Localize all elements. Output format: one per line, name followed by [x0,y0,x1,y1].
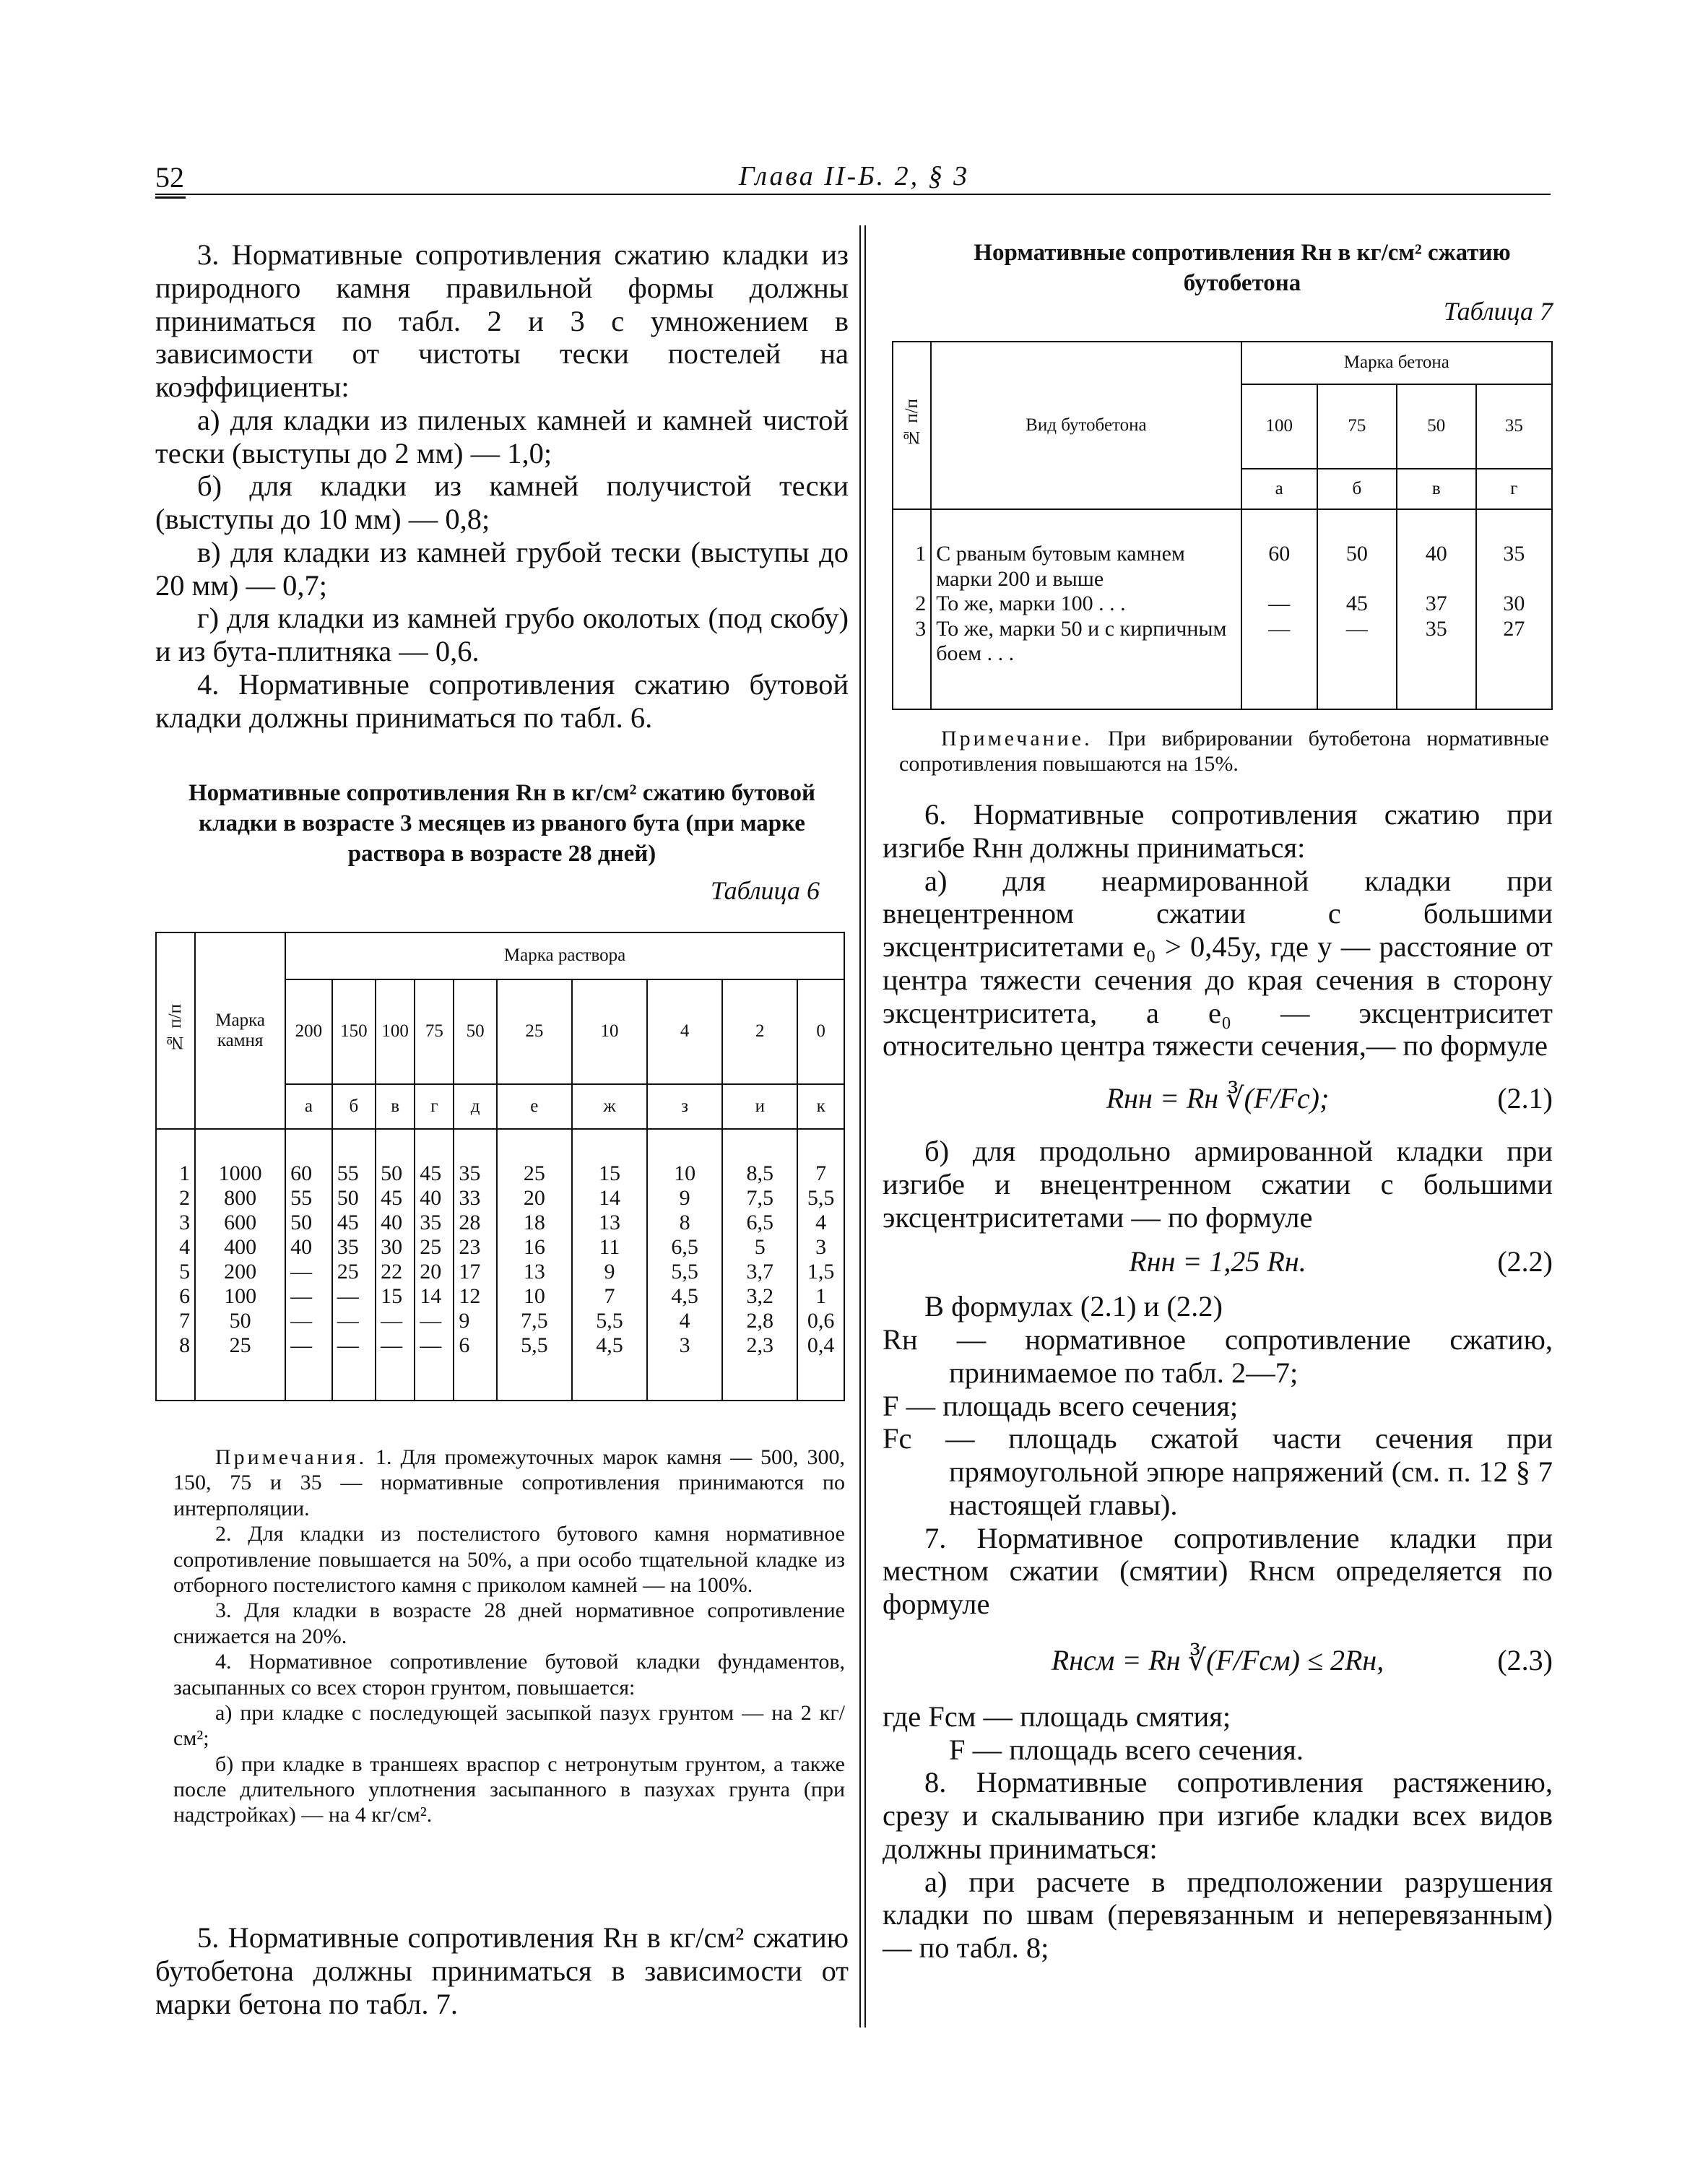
t6-cell-stone: 600 [195,1211,285,1235]
t6-cell-value: 40 [285,1235,332,1260]
t6-cell-value: 5,5 [497,1333,572,1401]
paragraph-6a: а) для неармированной кладки при внецентренном сжатии с большими эксцентриситетами e₀ > 0,45y, где y — расстояние от центра тяжести сечения до края сечения в сторону эксцентриситета, а e₀ — эксцентриситет относительно центра тяжести сечения,— по формуле [883,864,1553,1062]
note-4b: б) при кладке в траншеях враспор с нетронутым грунтом, а также после длительного уплотнения засыпанного в пазухах грунта (при надстройках) — на 4 кг/см². [173,1752,845,1827]
t6-grade-header: 150 [332,979,376,1084]
t6-cell-value: — [332,1309,376,1333]
table-7-label: Таблица 7 [1443,297,1553,326]
t6-cell-value: 10 [647,1129,722,1186]
t6-cell-value: 4 [797,1211,844,1235]
t6-cell-value: 5,5 [797,1186,844,1211]
t6-letter-header: г [415,1084,454,1129]
t6-cell-num: 4 [156,1235,195,1260]
t6-cell-value: 30 [376,1235,415,1260]
t6-cell-value: 5 [722,1235,797,1260]
t7-cell-value: 45 [1317,592,1397,617]
table-7-caption: Нормативные сопротивления Rн в кг/см² сжатию бутобетона [974,240,1511,296]
t6-cell-value: 3,2 [722,1284,797,1309]
t6-letter-header: з [647,1084,722,1129]
t6-cell-value: 60 [285,1129,332,1186]
paragraph-3v: в) для кладки из камней грубой тески (выступы до 20 мм) — 0,7; [155,535,849,602]
t7-letter-header: в [1397,469,1476,510]
t7-cell-value: 60 [1241,509,1317,592]
paragraph-3a: а) для кладки из пиленых камней и камней чистой тески (выступы до 2 мм) — 1,0; [155,403,849,469]
t7-cell-value: — [1241,592,1317,617]
table-6 [155,932,845,1401]
t6-cell-value: 33 [454,1186,496,1211]
t7-letter-header: б [1317,469,1397,510]
t6-cell-value: 9 [572,1260,647,1284]
table-row [156,1211,844,1235]
t6-cell-stone: 400 [195,1235,285,1260]
table-row [156,1284,844,1309]
t6-cell-value: 15 [376,1284,415,1309]
t7-cell-value: — [1241,617,1317,709]
table-6-caption: Нормативные сопротивления Rн в кг/см² сжатию бутовой кладки в возрасте 3 месяцев из рваного бута (при марке раствора в возрасте 28 дней) [188,780,815,867]
t7-grade-header: 50 [1397,384,1476,469]
t6-cell-value: 15 [572,1129,647,1186]
header-rule [155,194,1551,195]
t6-cell-value: — [376,1333,415,1401]
paragraph-4: 4. Нормативные сопротивления сжатию бутовой кладки должны приниматься по табл. 6. [155,667,849,734]
t7-cell-kind: То же, марки 50 и с кирпичным боем . . . [931,617,1241,709]
t6-cell-stone: 800 [195,1186,285,1211]
paragraph-8: 8. Нормативные сопротивления растяжению, срезу и скалыванию при изгибе кладки всех видов должны приниматься: [883,1766,1553,1865]
t6-cell-value: — [332,1333,376,1401]
t7-grade-header: 35 [1476,384,1552,469]
t6-letter-header: д [454,1084,496,1129]
t6-cell-value: 1,5 [797,1260,844,1284]
t6-cell-value: — [332,1284,376,1309]
t7-cell-value: 35 [1397,617,1476,709]
paragraph-3g: г) для кладки из камней грубо околотых (под скобу) и из бута-плитняка — 0,6. [155,602,849,667]
table-7-note [899,726,1549,777]
table-row [156,1260,844,1284]
t6-cell-value: 23 [454,1235,496,1260]
t6-cell-value: 3,7 [722,1260,797,1284]
t6-grade-header: 2 [722,979,797,1084]
t6-letter-header: к [797,1084,844,1129]
t6-cell-num: 3 [156,1211,195,1235]
t6-letter-header: е [497,1084,572,1129]
t6-cell-value: 7,5 [497,1309,572,1333]
t6-cell-value: 45 [415,1129,454,1186]
t6-cell-value: 12 [454,1284,496,1309]
t6-cell-value: 4,5 [647,1284,722,1309]
t6-cell-value: — [415,1333,454,1401]
t6-cell-value: 6,5 [647,1235,722,1260]
table-row [156,1129,844,1186]
t6-cell-stone: 200 [195,1260,285,1284]
note-4: 4. Нормативное сопротивление бутовой кладки фундаментов, засыпанных со всех сторон грунтом, повышается: [173,1650,845,1700]
t6-cell-value: 0,6 [797,1309,844,1333]
t6-cell-stone: 50 [195,1309,285,1333]
t6-cell-stone: 25 [195,1333,285,1401]
t7-header-kind: Вид бутобетона [931,342,1241,509]
t6-header-num: № п/п [156,932,195,1129]
t7-cell-num: 1 [893,509,931,592]
in-formulas: В формулах (2.1) и (2.2) [924,1290,1223,1323]
t6-cell-value: — [285,1260,332,1284]
t6-cell-value: 25 [332,1260,376,1284]
t6-cell-value: 16 [497,1235,572,1260]
t7-cell-num: 3 [893,617,931,709]
paragraph-8a: а) при расчете в предположении разрушения кладки по швам (перевязанным и неперевязанным) — по табл. 8; [883,1865,1553,1964]
t6-cell-value: 25 [497,1129,572,1186]
right-column-text [883,798,1553,1965]
t6-cell-value: 3 [647,1333,722,1401]
t6-cell-value: 28 [454,1211,496,1235]
t6-cell-value: 55 [285,1186,332,1211]
t6-cell-value: 35 [454,1129,496,1186]
t6-cell-num: 5 [156,1260,195,1284]
t6-cell-stone: 1000 [195,1129,285,1186]
table-6-label: Таблица 6 [710,876,820,905]
t6-cell-value: 50 [285,1211,332,1235]
page-number-underline [155,196,186,199]
t6-cell-value: 4,5 [572,1333,647,1401]
t6-cell-value: 14 [415,1284,454,1309]
table-row [893,509,1552,592]
t7-cell-value: 30 [1476,592,1552,617]
t6-cell-value: 0,4 [797,1333,844,1401]
t6-cell-value: 14 [572,1186,647,1211]
t7-header-num: № п/п [893,342,931,509]
paragraph-6: 6. Нормативные сопротивления сжатию при изгибе Rнн должны приниматься: [883,798,1553,864]
t6-cell-value: 6,5 [722,1211,797,1235]
t6-cell-value: 35 [415,1211,454,1235]
t6-cell-value: 40 [415,1186,454,1211]
t6-cell-value: 55 [332,1129,376,1186]
t6-cell-value: 20 [415,1260,454,1284]
t6-grade-header: 75 [415,979,454,1084]
t7-letter-header: а [1241,469,1317,510]
table-7 [892,341,1553,710]
def-Fc: Fc — площадь сжатой части сечения при прямоугольной эпюре напряжений (см. п. 12 § 7 настоящей главы). [883,1422,1553,1521]
t7-header-group: Марка бетона [1241,342,1552,384]
t7-cell-kind: С рваным бутовым камнем марки 200 и выше [931,509,1241,592]
t6-header-group: Марка раствора [285,932,844,979]
t7-cell-value: 27 [1476,617,1552,709]
t6-cell-value: 9 [454,1309,496,1333]
paragraph-5 [155,1921,849,2020]
t6-cell-value: 2,3 [722,1333,797,1401]
table-6-notes [173,1445,845,1828]
t6-letter-header: б [332,1084,376,1129]
t7-cell-kind: То же, марки 100 . . . [931,592,1241,617]
t6-cell-value: 3 [797,1235,844,1260]
table-row [893,592,1552,617]
t7-cell-value: 50 [1317,509,1397,592]
column-separator [859,225,866,2027]
t6-cell-value: 7,5 [722,1186,797,1211]
formula-2-3: Rнсм = Rн ∛(F/Fсм) ≤ 2Rн, (2.3) [1051,1643,1553,1676]
def-Fsm: где Fсм — площадь смятия; [883,1700,1231,1733]
t7-cell-value: 40 [1397,509,1476,592]
t7-cell-num: 2 [893,592,931,617]
t6-cell-value: 5,5 [572,1309,647,1333]
t7-cell-value: 37 [1397,592,1476,617]
t6-grade-header: 200 [285,979,332,1084]
t6-cell-value: 40 [376,1211,415,1235]
note-1: 1. Для промежуточных марок камня — 500, 300, 150, 75 и 35 — нормативные сопротивления принимаются по интерполяции. [173,1445,845,1520]
t6-cell-value: 7 [797,1129,844,1186]
t6-cell-value: 13 [497,1260,572,1284]
t6-cell-value: 35 [332,1235,376,1260]
t6-cell-value: 50 [332,1186,376,1211]
t6-grade-header: 25 [497,979,572,1084]
t7-note-head: Примечание. [941,727,1093,750]
t7-grade-header: 75 [1317,384,1397,469]
note-4a: а) при кладке с последующей засыпкой пазух грунтом — на 2 кг/см²; [173,1700,845,1751]
def-F: F — площадь всего сечения; [883,1389,1239,1422]
t6-cell-value: — [415,1309,454,1333]
t6-cell-value: 20 [497,1186,572,1211]
t6-grade-header: 50 [454,979,496,1084]
t6-cell-value: 13 [572,1211,647,1235]
t6-letter-header: ж [572,1084,647,1129]
t6-letter-header: в [376,1084,415,1129]
paragraph-6b: б) для продольно армированной кладки при изгибе и внецентренном сжатии с большими эксцентриситетами — по формуле [883,1135,1553,1234]
t6-grade-header: 10 [572,979,647,1084]
def-R: Rн — нормативное сопротивление сжатию, принимаемое по табл. 2—7; [883,1323,1553,1389]
t6-cell-value: 25 [415,1235,454,1260]
t6-cell-value: 22 [376,1260,415,1284]
t6-letter-header: и [722,1084,797,1129]
left-column-text [155,238,849,734]
t6-cell-value: 10 [497,1284,572,1309]
t6-cell-value: 1 [797,1284,844,1309]
table-row [156,1333,844,1401]
t6-grade-header: 4 [647,979,722,1084]
t7-letter-header: г [1476,469,1552,510]
t6-cell-value: 8,5 [722,1129,797,1186]
formula-2-2: Rнн = 1,25 Rн. (2.2) [1129,1245,1553,1278]
t6-cell-num: 8 [156,1333,195,1401]
t6-cell-value: 6 [454,1333,496,1401]
t6-cell-value: — [285,1284,332,1309]
paragraph-3b: б) для кладки из камней получистой тески (выступы до 10 мм) — 0,8; [155,469,849,535]
t6-cell-value: — [376,1309,415,1333]
t6-cell-value: 5,5 [647,1260,722,1284]
t6-cell-value: 11 [572,1235,647,1260]
page-number: 52 [155,161,184,194]
t6-cell-value: 50 [376,1129,415,1186]
t6-cell-value: 2,8 [722,1309,797,1333]
t7-cell-value: 35 [1476,509,1552,592]
t6-cell-value: 4 [647,1309,722,1333]
note-2: 2. Для кладки из постелистого бутового камня нормативное сопротивление повышается на 50%, а при особо тщательной кладке из отборного постелистого камня с приколом камней — на 100%. [173,1522,845,1597]
t6-cell-num: 7 [156,1309,195,1333]
table-row [156,1186,844,1211]
notes-head: Примечания. [215,1445,368,1469]
table-row [156,1235,844,1260]
t6-cell-num: 2 [156,1186,195,1211]
t6-cell-num: 6 [156,1284,195,1309]
running-head: Глава II-Б. 2, § 3 [738,161,970,191]
def-F2: F — площадь всего сечения. [949,1733,1304,1766]
t6-cell-value: 18 [497,1211,572,1235]
t6-cell-num: 1 [156,1129,195,1186]
t6-cell-value: 9 [647,1186,722,1211]
t6-grade-header: 0 [797,979,844,1084]
t6-header-stone: Марка камня [195,932,285,1129]
t6-letter-header: а [285,1084,332,1129]
t6-cell-value: 45 [332,1211,376,1235]
table-row [156,1309,844,1333]
t6-cell-value: — [285,1309,332,1333]
paragraph-5-text: 5. Нормативные сопротивления Rн в кг/см² сжатию бутобетона должны приниматься в зависимости от марки бетона по табл. 7. [155,1921,849,2020]
t7-note-text: При вибрировании бутобетона нормативные сопротивления повышаются на 15%. [899,727,1549,776]
paragraph-3: 3. Нормативные сопротивления сжатию кладки из природного камня правильной формы должны приниматься по табл. 2 и 3 с умножением в зависимости от чистоты тески постелей на коэффициенты: [155,238,849,403]
formula-2-1: Rнн = Rн ∛(F/Fc); (2.1) [1106,1082,1553,1115]
note-3: 3. Для кладки в возрасте 28 дней нормативное сопротивление снижается на 20%. [173,1598,845,1648]
t6-cell-stone: 100 [195,1284,285,1309]
t7-cell-value: — [1317,617,1397,709]
table-row [893,617,1552,709]
t6-cell-value: 8 [647,1211,722,1235]
t6-cell-value: 7 [572,1284,647,1309]
t6-cell-value: 17 [454,1260,496,1284]
t6-cell-value: 45 [376,1186,415,1211]
t6-grade-header: 100 [376,979,415,1084]
t6-cell-value: — [285,1333,332,1401]
t7-grade-header: 100 [1241,384,1317,469]
paragraph-7: 7. Нормативное сопротивление кладки при местном сжатии (смятии) Rнсм определяется по формуле [883,1521,1553,1620]
